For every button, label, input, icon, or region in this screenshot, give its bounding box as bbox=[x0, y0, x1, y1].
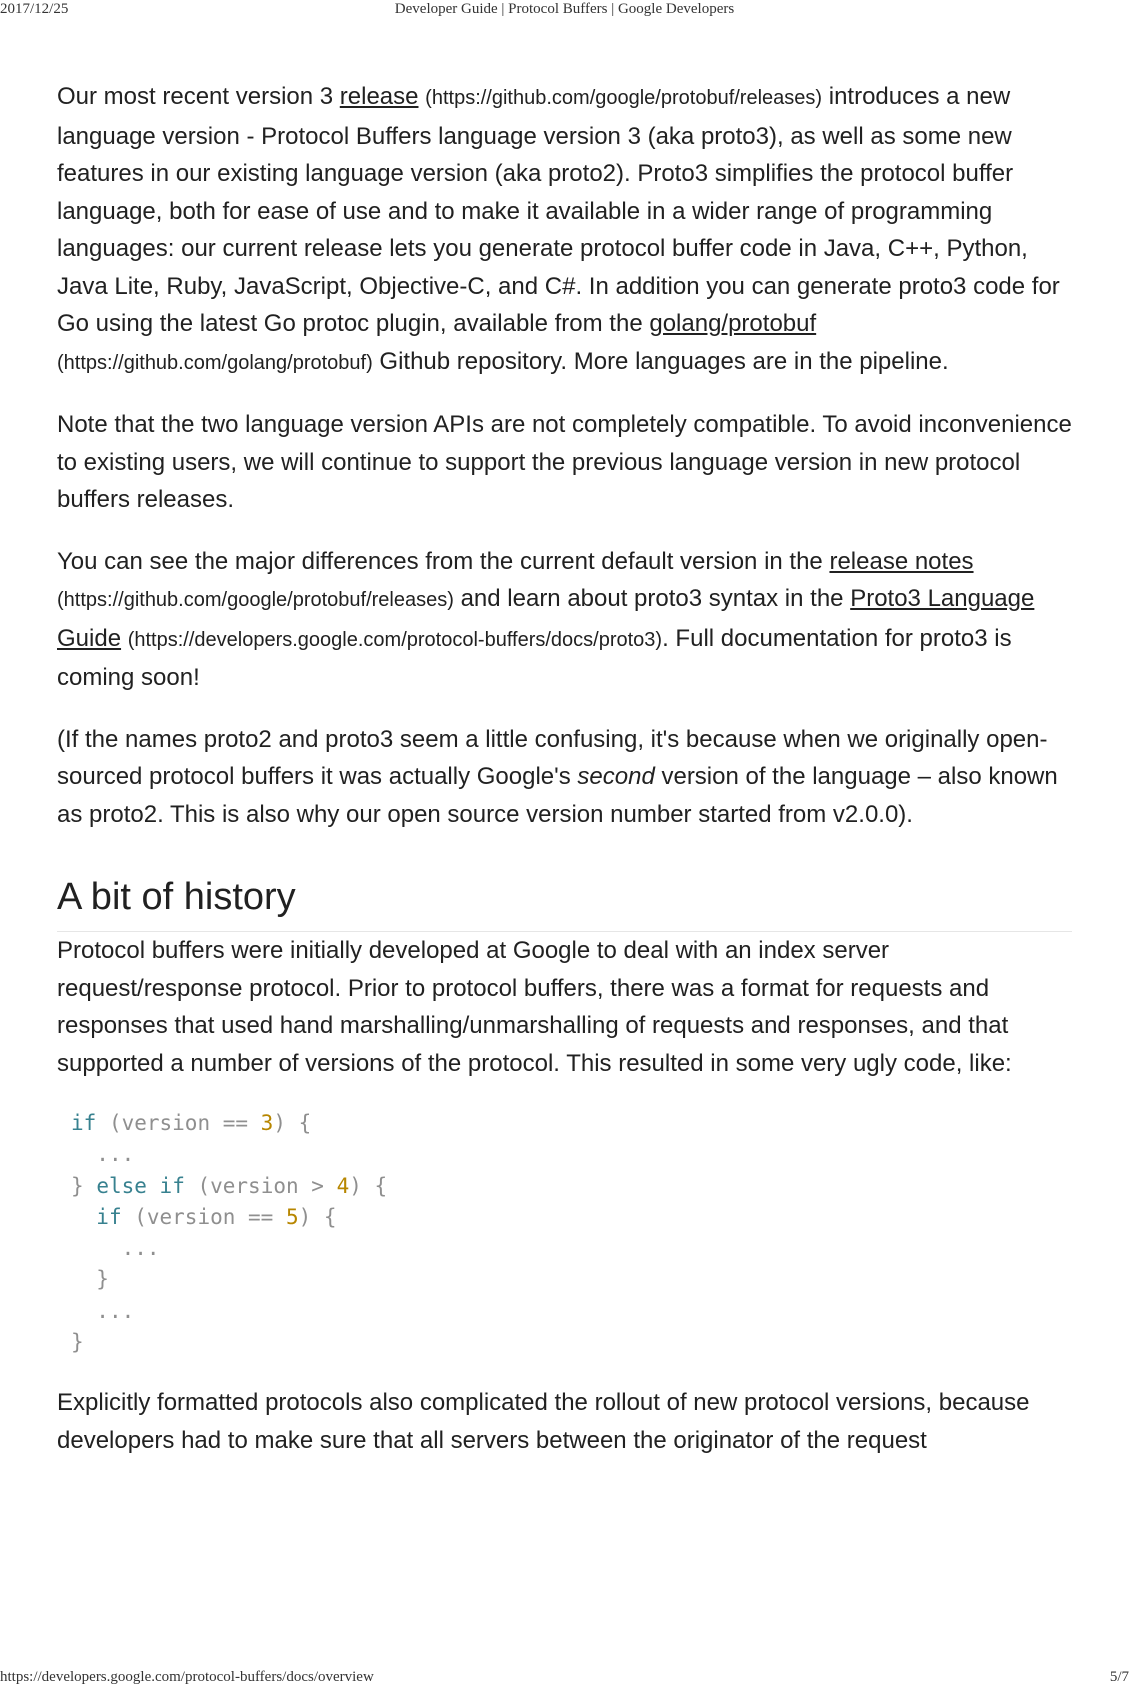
proto3-guide-url: (https://developers.google.com/protocol-buffers/docs/proto3) bbox=[127, 628, 663, 651]
code-text: ) { bbox=[298, 1204, 337, 1229]
print-date: 2017/12/25 bbox=[0, 1, 69, 17]
golang-protobuf-link[interactable]: golang/protobuf bbox=[649, 310, 817, 337]
paragraph-history: Protocol buffers were initially developed at Google to deal with an index server request/response protocol. Prior to protocol buffers, there was a format for requests and responses that used hand marshalling/unmarshalling of requests and responses, and that supported a number of versions of the protocol. This resulted in some very ugly code, like: bbox=[57, 937, 1012, 1077]
code-text: (version == bbox=[96, 1111, 261, 1135]
paragraph-naming bbox=[57, 721, 1072, 834]
print-url: https://developers.google.com/protocol-buffers/docs/overview bbox=[0, 1669, 374, 1685]
code-ellipsis: ... bbox=[121, 1236, 160, 1261]
text: . Full documentation for proto3 is coming soon! bbox=[57, 624, 1012, 691]
code-text: } bbox=[96, 1267, 109, 1292]
text: Github repository. More languages are in the pipeline. bbox=[372, 347, 949, 375]
text: and learn about proto3 syntax in the bbox=[453, 585, 851, 612]
code-number: 4 bbox=[336, 1173, 350, 1198]
release-notes-url: (https://github.com/google/protobuf/releases) bbox=[57, 589, 454, 611]
code-ellipsis: ... bbox=[96, 1142, 135, 1167]
section-heading-history: A bit of history bbox=[57, 873, 1072, 932]
proto3-guide-link[interactable]: Proto3 Language Guide bbox=[57, 585, 1035, 652]
code-keyword: if bbox=[96, 1204, 122, 1229]
code-text: } bbox=[71, 1330, 84, 1355]
code-number: 5 bbox=[285, 1204, 299, 1229]
code-text: ) { bbox=[273, 1111, 312, 1135]
code-keyword: if bbox=[159, 1173, 185, 1198]
text: (If the names proto2 and proto3 seem a little confusing, it's because when we originally open-sourced protocol buffers it was actually Google's bbox=[57, 725, 1048, 790]
code-ellipsis: ... bbox=[96, 1298, 135, 1323]
paragraph-compatibility: Note that the two language version APIs are not completely compatible. To avoid inconvenience to existing users, we will continue to support the previous language version in new protocol buffers releases. bbox=[57, 411, 1072, 513]
code-keyword: else bbox=[96, 1173, 147, 1198]
code-text: } bbox=[71, 1173, 84, 1198]
release-link[interactable]: release bbox=[339, 83, 419, 110]
code-text: (version > bbox=[184, 1173, 337, 1198]
text: You can see the major differences from the current default version in the bbox=[57, 547, 830, 575]
golang-protobuf-url: (https://github.com/golang/protobuf) bbox=[57, 351, 373, 374]
code-text: ) { bbox=[349, 1173, 388, 1198]
text: version of the language – also known as proto2. This is also why our open source version number started from v2.0.0). bbox=[57, 763, 1058, 828]
code-block bbox=[71, 1108, 1072, 1358]
code-number: 3 bbox=[260, 1111, 274, 1135]
release-url: (https://github.com/google/protobuf/releases) bbox=[425, 87, 823, 109]
emphasis-second: second bbox=[577, 763, 655, 790]
article-content bbox=[57, 78, 1072, 1483]
print-header bbox=[0, 0, 1129, 18]
release-notes-link[interactable]: release notes bbox=[829, 547, 974, 575]
text: introduces a new language version - Protocol Buffers language version 3 (aka proto3), as well as some new features in our existing language version (aka proto2). Proto3 simplifies the protocol buffer language, both for ease of use and to make it available in a wider range of programming languages: our current release lets you generate protocol buffer code in Java, C++, Python, Java Lite, Ruby, JavaScript, Objective-C, and C#. In addition you can generate proto3 code for Go using the latest Go protoc plugin, available from the bbox=[57, 83, 1060, 337]
paragraph-release-notes bbox=[57, 543, 1072, 697]
paragraph-proto3-intro bbox=[57, 78, 1072, 382]
paragraph-formatted-protocols: Explicitly formatted protocols also complicated the rollout of new protocol versions, because developers had to make sure that all servers between the originator of the request bbox=[57, 1389, 1030, 1454]
code-keyword: if bbox=[71, 1111, 97, 1135]
print-title: Developer Guide | Protocol Buffers | Google Developers bbox=[394, 1, 735, 17]
code-text: (version == bbox=[121, 1204, 286, 1229]
page-number: 5/7 bbox=[1109, 1669, 1129, 1685]
text: Our most recent version 3 bbox=[57, 83, 340, 110]
print-footer bbox=[0, 1668, 1129, 1686]
